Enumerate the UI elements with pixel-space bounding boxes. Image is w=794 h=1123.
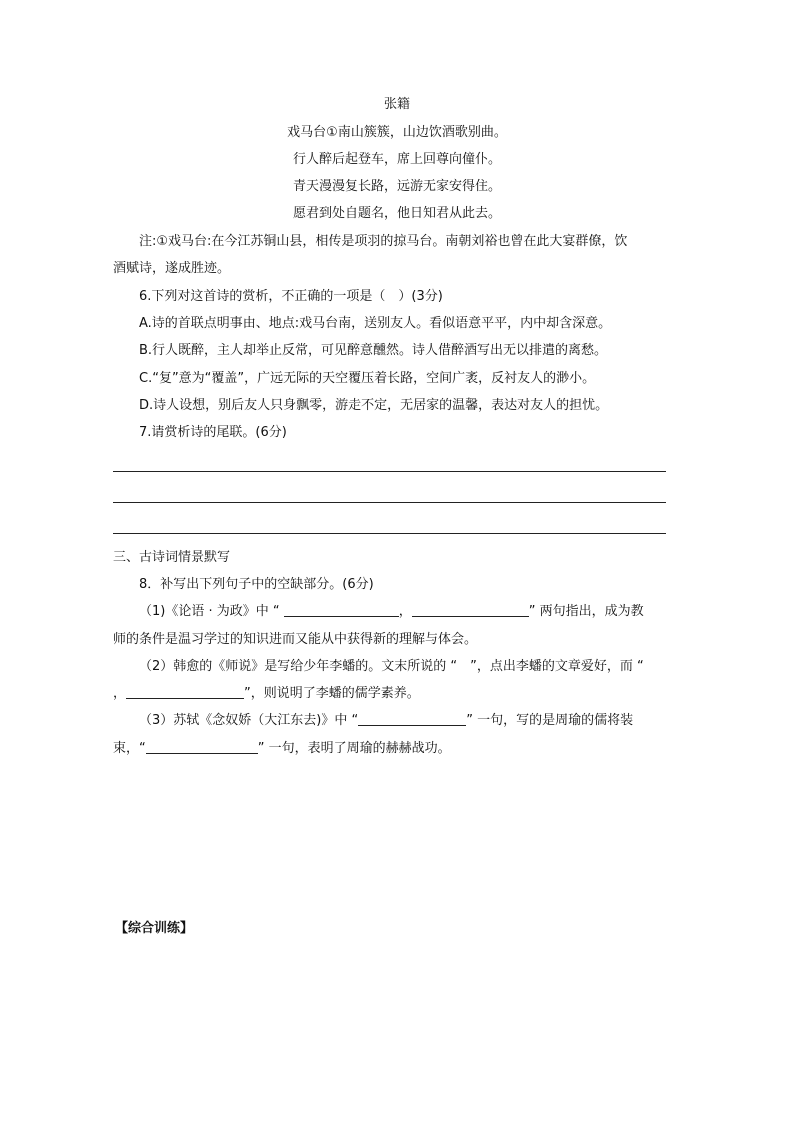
item-2-text-c: ”，则说明了李蟠的儒学素养。 — [244, 686, 420, 701]
item-1-blank-1[interactable] — [284, 603, 399, 617]
question-6-option-d: D.诗人设想，别后友人只身飘零，游走不定，无居家的温馨，表达对友人的担忧。 — [139, 398, 609, 413]
question-8-item-1 — [139, 603, 644, 621]
poem-line-4: 愿君到处自题名，他日知君从此去。 — [292, 206, 501, 221]
question-6-option-c: C.“复”意为“覆盖”，广远无际的天空覆压着长路，空间广袤，反衬友人的渺小。 — [139, 371, 596, 386]
question-8-stem: 8．补写出下列句子中的空缺部分。(6分) — [139, 577, 374, 592]
question-8-item-3 — [139, 712, 633, 730]
poem-author: 张籍 — [383, 97, 410, 112]
item-3-text-a: （3）苏轼《念奴娇（大江东去)》中 “ — [139, 713, 359, 728]
question-8-item-2: （2）韩愈的《师说》是写给少年李蟠的。文末所说的 “ ”，点出李蟠的文章爱好，而 “ — [139, 659, 644, 674]
item-1-separator: ， — [398, 604, 412, 619]
item-3-text-c: 束，“ — [113, 741, 146, 756]
item-1-text-b: ” 两句指出，成为教 — [528, 604, 644, 619]
poem-line-3: 青天漫漫复长路，远游无家安得住。 — [292, 179, 501, 194]
poem-line-2: 行人醉后起登车，席上回尊向僮仆。 — [292, 152, 501, 167]
answer-line-2[interactable] — [113, 502, 666, 503]
question-6-option-b: B.行人既醉，主人却举止反常，可见醉意醺然。诗人借醉酒写出无以排遣的离愁。 — [139, 343, 608, 358]
item-1-blank-2[interactable] — [412, 603, 529, 617]
question-7-stem: 7.请赏析诗的尾联。(6分) — [139, 425, 287, 440]
answer-line-3[interactable] — [113, 533, 666, 534]
question-6-option-a: A.诗的首联点明事由、地点:戏马台南，送别友人。看似语意平平，内中却含深意。 — [139, 316, 612, 331]
poem-note-line-1: 注:①戏马台:在今江苏铜山县，相传是项羽的掠马台。南朝刘裕也曾在此大宴群僚，饮 — [139, 234, 628, 249]
question-8-item-2-continued — [113, 685, 420, 703]
item-1-text-a: （1)《论语 · 为政》中 “ — [139, 604, 280, 619]
poem-note-line-2: 酒赋诗，遂成胜迹。 — [113, 261, 231, 276]
question-6-stem: 6.下列对这首诗的赏析，不正确的一项是（ ）(3分) — [139, 289, 443, 304]
item-3-text-b: ” 一句，写的是周瑜的儒将装 — [466, 713, 634, 728]
item-3-blank-2[interactable] — [146, 740, 258, 754]
comprehensive-training-heading: 【综合训练】 — [115, 921, 194, 936]
section-3-title: 三、古诗词情景默写 — [113, 550, 231, 565]
item-3-blank-1[interactable] — [358, 712, 466, 726]
question-8-item-3-continued — [113, 740, 451, 758]
question-8-item-1-continued: 师的条件是温习学过的知识进而又能从中获得新的理解与体会。 — [113, 632, 478, 647]
item-2-text-b: ， — [113, 686, 127, 701]
item-3-text-d: ” 一句，表明了周瑜的赫赫战功。 — [257, 741, 451, 756]
item-2-blank[interactable] — [126, 685, 244, 699]
answer-line-1[interactable] — [113, 471, 666, 472]
poem-line-1: 戏马台①南山簇簇，山边饮酒歌别曲。 — [287, 125, 507, 140]
